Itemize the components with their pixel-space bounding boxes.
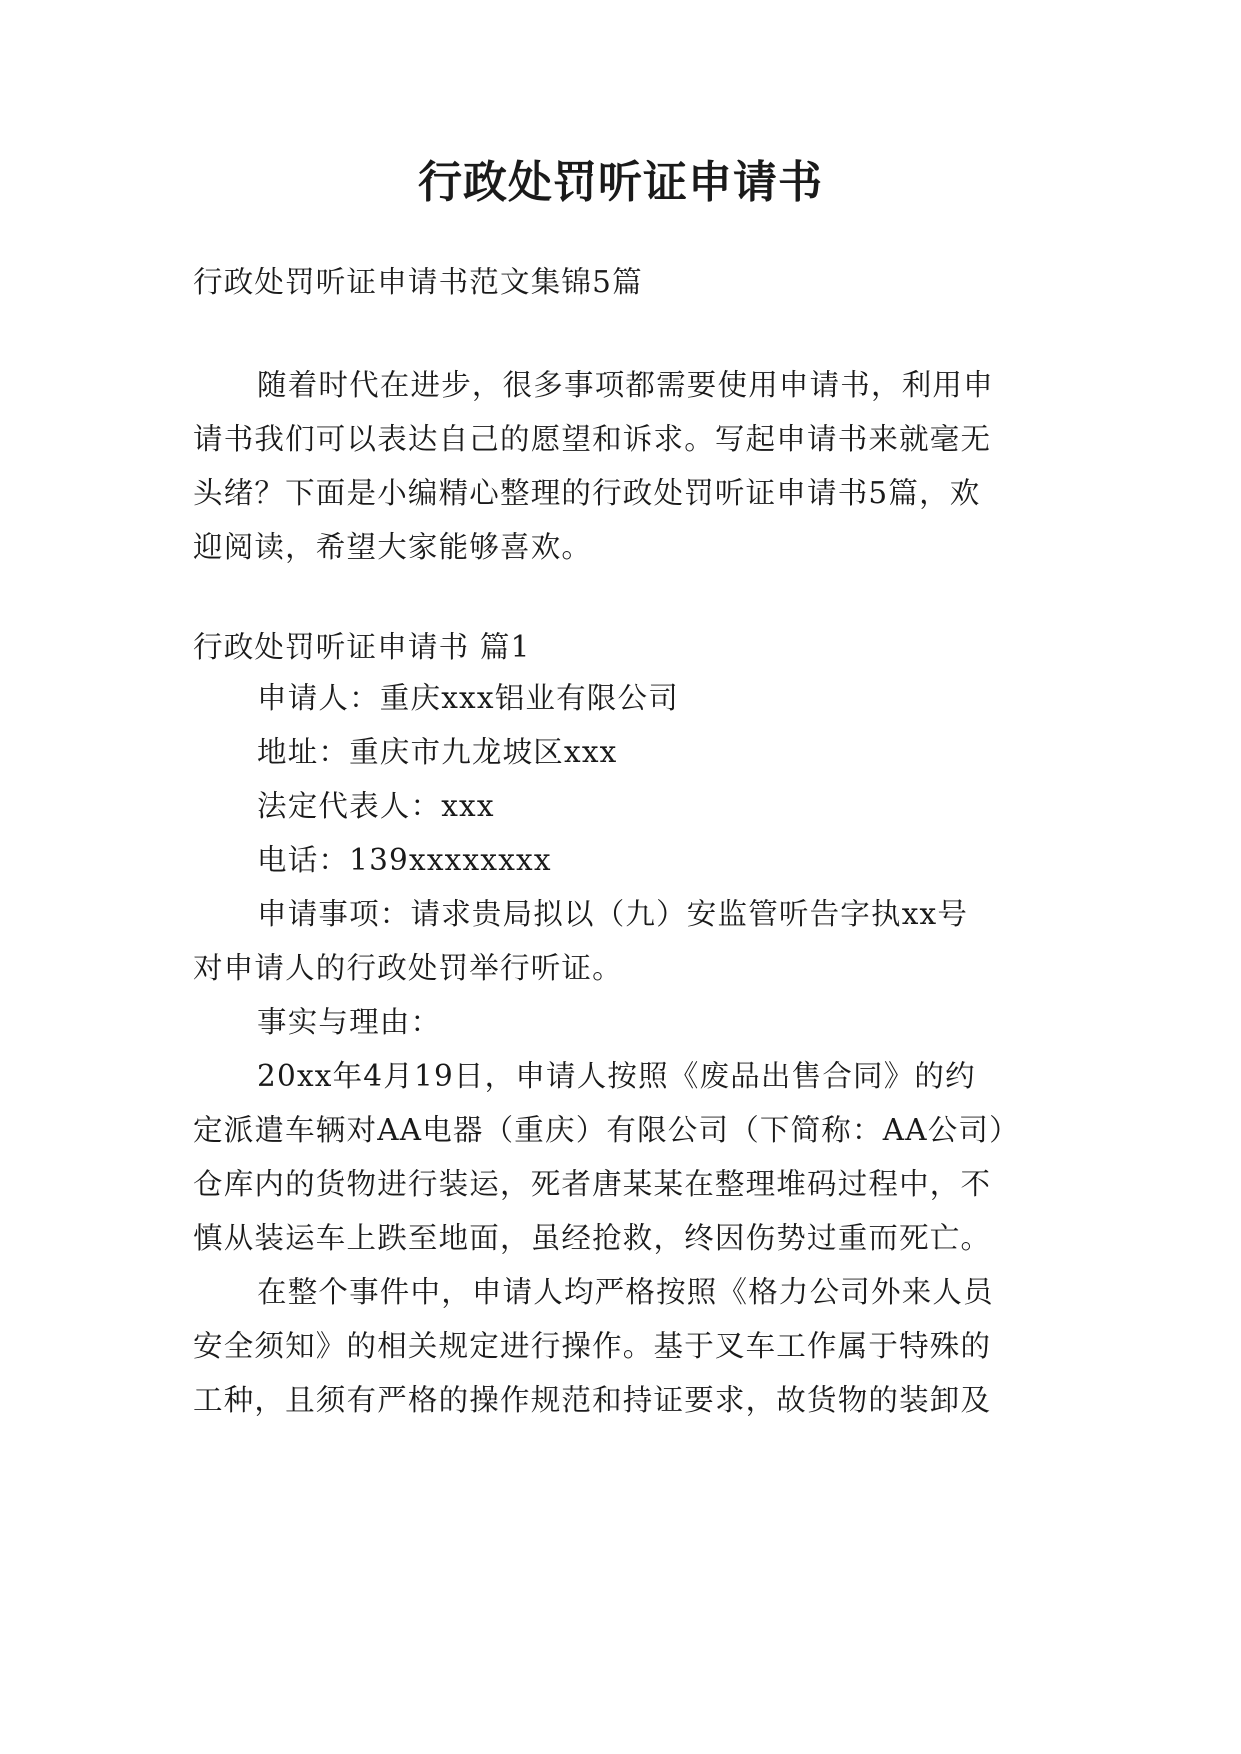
section-heading: 行政处罚听证申请书 篇1: [193, 630, 531, 664]
facts-line: 仓库内的货物进行装运，死者唐某某在整理堆码过程中，不: [193, 1167, 992, 1201]
phone-field: 电话：139xxxxxxxx: [257, 843, 552, 877]
compliance-line: 工种，且须有严格的操作规范和持证要求，故货物的装卸及: [193, 1383, 992, 1417]
intro-line: 头绪？下面是小编精心整理的行政处罚听证申请书5篇，欢: [193, 476, 981, 510]
legal-rep-field: 法定代表人：xxx: [257, 789, 495, 823]
document-subtitle: 行政处罚听证申请书范文集锦5篇: [193, 265, 643, 299]
facts-line: 20xx年4月19日，申请人按照《废品出售合同》的约: [257, 1059, 976, 1093]
request-line: 申请事项：请求贵局拟以（九）安监管听告字执xx号: [257, 897, 969, 931]
page-title: 行政处罚听证申请书: [418, 157, 823, 208]
facts-line: 定派遣车辆对AA电器（重庆）有限公司（下简称：AA公司）: [193, 1113, 1020, 1147]
applicant-field: 申请人：重庆xxx铝业有限公司: [257, 681, 679, 715]
facts-heading: 事实与理由：: [257, 1005, 442, 1039]
compliance-line: 安全须知》的相关规定进行操作。基于叉车工作属于特殊的: [193, 1329, 992, 1363]
address-field: 地址：重庆市九龙坡区xxx: [257, 735, 618, 769]
request-line: 对申请人的行政处罚举行听证。: [193, 951, 623, 985]
intro-line: 迎阅读，希望大家能够喜欢。: [193, 530, 593, 564]
facts-line: 慎从装运车上跌至地面，虽经抢救，终因伤势过重而死亡。: [193, 1221, 992, 1255]
intro-line: 请书我们可以表达自己的愿望和诉求。写起申请书来就毫无: [193, 422, 992, 456]
intro-line: 随着时代在进步，很多事项都需要使用申请书，利用申: [257, 368, 994, 402]
compliance-line: 在整个事件中，申请人均严格按照《格力公司外来人员: [257, 1275, 994, 1309]
